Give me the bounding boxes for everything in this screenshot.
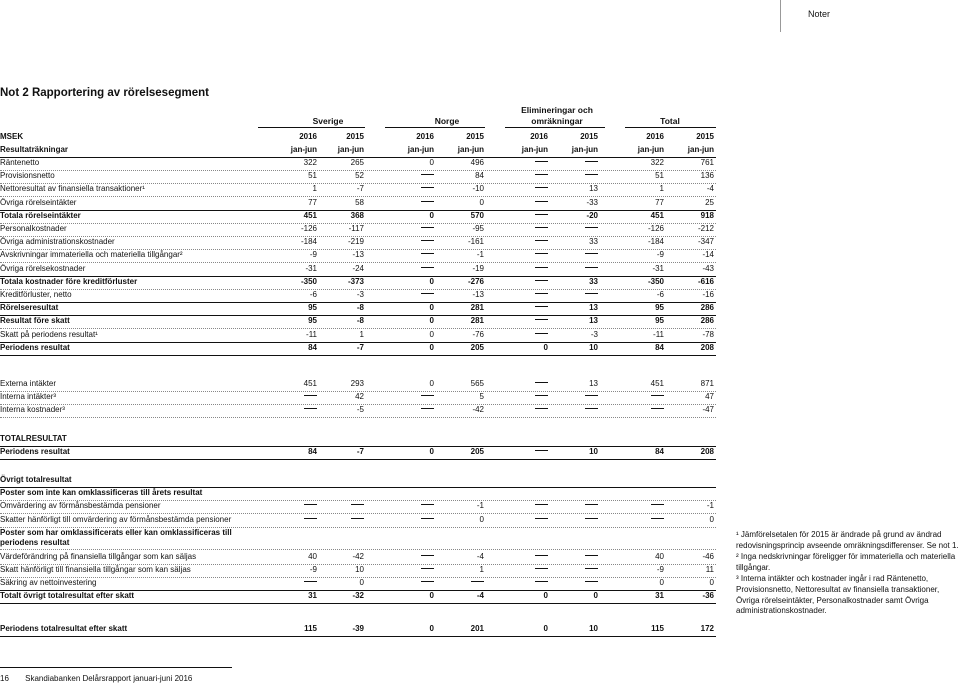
cell-value: -350 <box>300 277 317 286</box>
cell-value: 0 <box>429 447 434 456</box>
table-row <box>0 329 716 343</box>
cell-value: 451 <box>650 379 664 388</box>
cell-value: 0 <box>429 591 434 600</box>
row-label: Externa intäkter <box>0 379 57 388</box>
row-label: Periodens resultat <box>0 343 70 352</box>
cell-value: jan-jun <box>637 145 664 154</box>
cell-value: -7 <box>356 184 364 193</box>
cell-value: 11 <box>705 565 714 574</box>
row-label: Övriga administrationskostnader <box>0 237 115 246</box>
cell-value: 77 <box>308 198 317 207</box>
table-row <box>0 577 716 591</box>
cell-value: -373 <box>347 277 364 286</box>
table-row-group-label <box>0 527 716 550</box>
cell-value: 0 <box>479 198 484 207</box>
row-label: Personalkostnader <box>0 224 67 233</box>
table-row <box>0 276 716 290</box>
dash-mark <box>538 405 598 414</box>
cell-value: 51 <box>308 171 317 180</box>
dash-mark <box>538 501 598 510</box>
cell-value: 570 <box>470 211 484 220</box>
cell-value: -4 <box>476 591 484 600</box>
cell-value: 13 <box>589 316 598 325</box>
cell-value: 1 <box>359 330 364 339</box>
cell-value: 451 <box>650 211 664 220</box>
group-sverige: Sverige <box>312 116 344 126</box>
cell-value: jan-jun <box>687 145 714 154</box>
table-row <box>0 446 716 460</box>
table-row <box>0 623 716 637</box>
cell-value: jan-jun <box>337 145 364 154</box>
table-row <box>0 514 716 528</box>
row-label: TOTALRESULTAT <box>0 434 67 443</box>
cell-value: -4 <box>706 184 714 193</box>
table-row <box>0 487 716 501</box>
cell-value: 1 <box>659 184 664 193</box>
table-row <box>0 183 716 197</box>
section-label: Noter <box>808 9 831 19</box>
cell-value: 42 <box>355 392 364 401</box>
table-row <box>0 263 716 277</box>
cell-value: -9 <box>656 565 664 574</box>
cell-value: -78 <box>702 330 714 339</box>
cell-value: -5 <box>356 405 364 414</box>
cell-value: -126 <box>647 224 664 233</box>
row-label: Kreditförluster, netto <box>0 290 72 299</box>
dash-mark <box>538 171 598 180</box>
dash-mark <box>538 264 598 273</box>
cell-value: 84 <box>308 447 317 456</box>
cell-value: jan-jun <box>521 145 548 154</box>
cell-value: -7 <box>356 447 364 456</box>
cell-value: -161 <box>467 237 484 246</box>
cell-value: -7 <box>356 343 364 352</box>
cell-value: -6 <box>309 290 317 299</box>
cell-value: 322 <box>650 158 664 167</box>
cell-value: 205 <box>470 343 484 352</box>
row-label: Övriga rörelsekostnader <box>0 264 86 273</box>
row-label: Skatt på periodens resultat¹ <box>0 330 98 339</box>
row-label-line2: periodens resultat <box>0 538 70 547</box>
cell-value: -9 <box>309 565 317 574</box>
table-row <box>0 474 716 488</box>
cell-value: 208 <box>700 447 714 456</box>
cell-value: 10 <box>589 343 598 352</box>
cell-value: 0 <box>429 303 434 312</box>
cell-value: 871 <box>700 379 714 388</box>
cell-value: 84 <box>475 171 484 180</box>
cell-value: jan-jun <box>457 145 484 154</box>
cell-value: -31 <box>652 264 664 273</box>
row-label: Skatt hänförligt till finansiella tillgångar som kan säljas <box>0 565 191 574</box>
cell-value: 136 <box>700 171 714 180</box>
cell-value: -1 <box>706 501 714 510</box>
dash-mark <box>538 250 598 259</box>
cell-value: -9 <box>656 250 664 259</box>
cell-value: 451 <box>303 211 317 220</box>
cell-value: 293 <box>350 379 364 388</box>
cell-value: 0 <box>429 158 434 167</box>
cell-value: 84 <box>655 343 664 352</box>
group-eliminering-line1: Elimineringar och <box>521 105 593 115</box>
cell-value: 40 <box>308 552 317 561</box>
group-total: Total <box>660 116 680 126</box>
cell-value: 51 <box>655 171 664 180</box>
cell-value: -20 <box>586 211 598 220</box>
row-label: Omvärdering av förmånsbestämda pensioner <box>0 501 161 510</box>
cell-value: 451 <box>303 379 317 388</box>
cell-value: 2016 <box>530 132 548 141</box>
row-label: Övriga rörelseintäkter <box>0 198 77 207</box>
cell-value: -76 <box>472 330 484 339</box>
cell-value: 95 <box>655 303 664 312</box>
cell-value: -24 <box>352 264 364 273</box>
table-row <box>0 289 716 303</box>
cell-value: 33 <box>589 277 598 286</box>
cell-value: 0 <box>593 591 598 600</box>
cell-value: 13 <box>589 379 598 388</box>
row-label: Säkring av nettoinvestering <box>0 578 97 587</box>
cell-value: jan-jun <box>407 145 434 154</box>
row-label: Interna kostnader³ <box>0 405 65 414</box>
group-rule-norge <box>385 127 485 128</box>
cell-value: -16 <box>702 290 714 299</box>
footnotes <box>736 530 960 618</box>
cell-value: 0 <box>429 624 434 633</box>
cell-value: 25 <box>705 198 714 207</box>
row-label: Övrigt totalresultat <box>0 475 72 484</box>
table-row <box>0 210 716 224</box>
cell-value: 40 <box>655 552 664 561</box>
header-row-years <box>0 131 716 144</box>
cell-value: 58 <box>355 198 364 207</box>
row-label-line1: Poster som har omklassificerats eller kan omklassificeras till <box>0 528 232 537</box>
cell-value: 95 <box>308 316 317 325</box>
cell-value: -4 <box>476 552 484 561</box>
cell-value: -1 <box>476 501 484 510</box>
group-rule-total <box>625 127 716 128</box>
cell-value: -11 <box>653 330 664 339</box>
cell-value: 286 <box>700 316 714 325</box>
row-label: Resultaträkningar <box>0 145 69 154</box>
header-row-periods <box>0 144 716 158</box>
row-label: Interna intäkter³ <box>0 392 57 401</box>
dash-mark <box>538 158 598 167</box>
table-row <box>0 302 716 316</box>
group-rule-elim <box>505 127 605 128</box>
dash-mark <box>304 501 364 510</box>
row-label: Poster som inte kan omklassificeras till årets resultat <box>0 488 203 497</box>
table-row <box>0 223 716 237</box>
table-row <box>0 197 716 211</box>
table-row <box>0 404 716 418</box>
table-row <box>0 391 716 405</box>
cell-value: -43 <box>702 264 714 273</box>
cell-value: -219 <box>347 237 364 246</box>
cell-value: jan-jun <box>571 145 598 154</box>
row-label: MSEK <box>0 132 24 141</box>
cell-value: 0 <box>659 578 664 587</box>
table-row <box>0 342 716 356</box>
cell-value: 761 <box>700 158 714 167</box>
cell-value: 10 <box>589 447 598 456</box>
row-label: Nettoresultat av finansiella transaktioner¹ <box>0 184 145 193</box>
cell-value: jan-jun <box>290 145 317 154</box>
cell-value: -13 <box>352 250 364 259</box>
cell-value: 0 <box>543 591 548 600</box>
row-label: Värdeförändring på finansiella tillgångar som kan säljas <box>0 552 197 561</box>
row-label: Totala rörelseintäkter <box>0 211 81 220</box>
cell-value: -276 <box>467 277 484 286</box>
table-row <box>0 564 716 578</box>
cell-value: 0 <box>429 277 434 286</box>
dash-mark <box>304 515 364 524</box>
cell-value: -347 <box>697 237 714 246</box>
cell-value: 2015 <box>580 132 598 141</box>
cell-value: -184 <box>300 237 317 246</box>
row-label: Totalt övrigt totalresultat efter skatt <box>0 591 135 600</box>
cell-value: 322 <box>303 158 317 167</box>
cell-value: -19 <box>472 264 484 273</box>
footnote-3: ³ Interna intäkter och kostnader ingår i rad Räntenetto, Provisionsnetto, Nettoresultat av finansiella transaktioner, Övriga rörelseintäkter, Personalkostnader samt Övriga administrationskostnader. <box>736 574 940 616</box>
cell-value: 84 <box>655 447 664 456</box>
cell-value: -31 <box>305 264 317 273</box>
footer-rule <box>0 667 232 668</box>
cell-value: 368 <box>350 211 364 220</box>
cell-value: 201 <box>470 624 484 633</box>
cell-value: -184 <box>647 237 664 246</box>
cell-value: -36 <box>702 591 714 600</box>
row-label: Provisionsnetto <box>0 171 55 180</box>
cell-value: -95 <box>472 224 484 233</box>
cell-value: 1 <box>312 184 317 193</box>
cell-value: 0 <box>359 578 364 587</box>
table-row <box>0 236 716 250</box>
cell-value: 5 <box>479 392 484 401</box>
row-label: Resultat före skatt <box>0 316 70 325</box>
row-label: Räntenetto <box>0 158 40 167</box>
dash-mark <box>538 515 598 524</box>
cell-value: -3 <box>356 290 364 299</box>
cell-value: 2015 <box>696 132 714 141</box>
cell-value: 115 <box>651 624 664 633</box>
cell-value: -117 <box>348 224 364 233</box>
cell-value: 2015 <box>466 132 484 141</box>
cell-value: 0 <box>709 515 714 524</box>
cell-value: 10 <box>355 565 364 574</box>
row-label: Avskrivningar immateriella och materiella tillgångar² <box>0 250 183 259</box>
dash-mark <box>538 552 598 561</box>
cell-value: 115 <box>304 624 317 633</box>
cell-value: 0 <box>429 316 434 325</box>
cell-value: 33 <box>589 237 598 246</box>
cell-value: -126 <box>300 224 317 233</box>
cell-value: 10 <box>589 624 598 633</box>
cell-value: 0 <box>709 578 714 587</box>
cell-value: -14 <box>702 250 714 259</box>
cell-value: -33 <box>586 198 598 207</box>
dash-mark <box>538 392 598 401</box>
dash-mark <box>538 290 598 299</box>
row-label: Periodens resultat <box>0 447 70 456</box>
cell-value: 2016 <box>299 132 317 141</box>
page-title: Not 2 Rapportering av rörelsesegment <box>0 87 209 99</box>
cell-value: 84 <box>308 343 317 352</box>
cell-value: 0 <box>543 624 548 633</box>
cell-value: -47 <box>702 405 714 414</box>
table-row <box>0 249 716 263</box>
cell-value: 2016 <box>416 132 434 141</box>
totalresultat-heading <box>0 433 716 447</box>
table-row <box>0 315 716 329</box>
cell-value: 1 <box>479 565 484 574</box>
cell-value: 95 <box>655 316 664 325</box>
cell-value: 205 <box>470 447 484 456</box>
cell-value: 2015 <box>346 132 364 141</box>
cell-value: -8 <box>356 303 364 312</box>
cell-value: 31 <box>308 591 317 600</box>
cell-value: 0 <box>543 343 548 352</box>
cell-value: -1 <box>476 250 484 259</box>
cell-value: 0 <box>429 343 434 352</box>
row-label: Skatter hänförligt till omvärdering av förmånsbestämda pensioner <box>0 515 232 524</box>
table-row <box>0 170 716 184</box>
cell-value: -350 <box>647 277 664 286</box>
cell-value: 281 <box>470 303 484 312</box>
cell-value: -42 <box>472 405 484 414</box>
cell-value: -10 <box>472 184 484 193</box>
cell-value: 0 <box>479 515 484 524</box>
table-row <box>0 551 716 565</box>
page-number: 16 <box>0 674 9 683</box>
dash-mark <box>424 578 484 587</box>
cell-value: -6 <box>656 290 664 299</box>
footnote-2: ² Inga nedskrivningar föreligger för immateriella och materiella tillgångar. <box>736 552 956 572</box>
cell-value: 31 <box>655 591 664 600</box>
cell-value: 77 <box>655 198 664 207</box>
cell-value: -3 <box>590 330 598 339</box>
row-label: Totala kostnader före kreditförluster <box>0 277 138 286</box>
cell-value: 13 <box>589 184 598 193</box>
cell-value: 0 <box>429 330 434 339</box>
cell-value: 286 <box>700 303 714 312</box>
cell-value: 0 <box>429 379 434 388</box>
cell-value: 265 <box>350 158 364 167</box>
dash-mark <box>538 224 598 233</box>
cell-value: -212 <box>697 224 714 233</box>
footnote-1: ¹ Jämförelsetalen för 2015 är ändrade på grund av ändrad redovisningsprincip avseende omräkningsdifferenser. Se not 1. <box>736 530 959 550</box>
cell-value: -9 <box>309 250 317 259</box>
dash-mark <box>538 578 598 587</box>
cell-value: -46 <box>702 552 714 561</box>
cell-value: 565 <box>470 379 484 388</box>
header-divider <box>780 0 781 32</box>
cell-value: -11 <box>306 330 317 339</box>
table-row <box>0 590 716 604</box>
cell-value: -8 <box>356 316 364 325</box>
cell-value: -39 <box>352 624 364 633</box>
cell-value: -32 <box>352 591 364 600</box>
group-eliminering-line2: omräkningar <box>531 116 583 126</box>
cell-value: -13 <box>472 290 484 299</box>
cell-value: 281 <box>470 316 484 325</box>
cell-value: 172 <box>700 624 714 633</box>
group-rule-sverige <box>258 127 365 128</box>
footer <box>0 674 192 683</box>
cell-value: -42 <box>352 552 364 561</box>
row-label: Rörelseresultat <box>0 303 59 312</box>
cell-value: 52 <box>355 171 364 180</box>
cell-value: 95 <box>308 303 317 312</box>
cell-value: 496 <box>470 158 484 167</box>
cell-value: 2016 <box>646 132 664 141</box>
cell-value: 918 <box>700 211 714 220</box>
table-row <box>0 378 716 392</box>
dash-mark <box>538 565 598 574</box>
table-row <box>0 157 716 171</box>
cell-value: 0 <box>429 211 434 220</box>
table-row <box>0 500 716 514</box>
cell-value: 47 <box>705 392 714 401</box>
cell-value: 208 <box>700 343 714 352</box>
cell-value: 13 <box>589 303 598 312</box>
group-norge: Norge <box>434 116 460 126</box>
cell-value: -616 <box>697 277 714 286</box>
row-label: Periodens totalresultat efter skatt <box>0 624 128 633</box>
footer-text: Skandiabanken Delårsrapport januari-juni 2016 <box>25 674 193 683</box>
